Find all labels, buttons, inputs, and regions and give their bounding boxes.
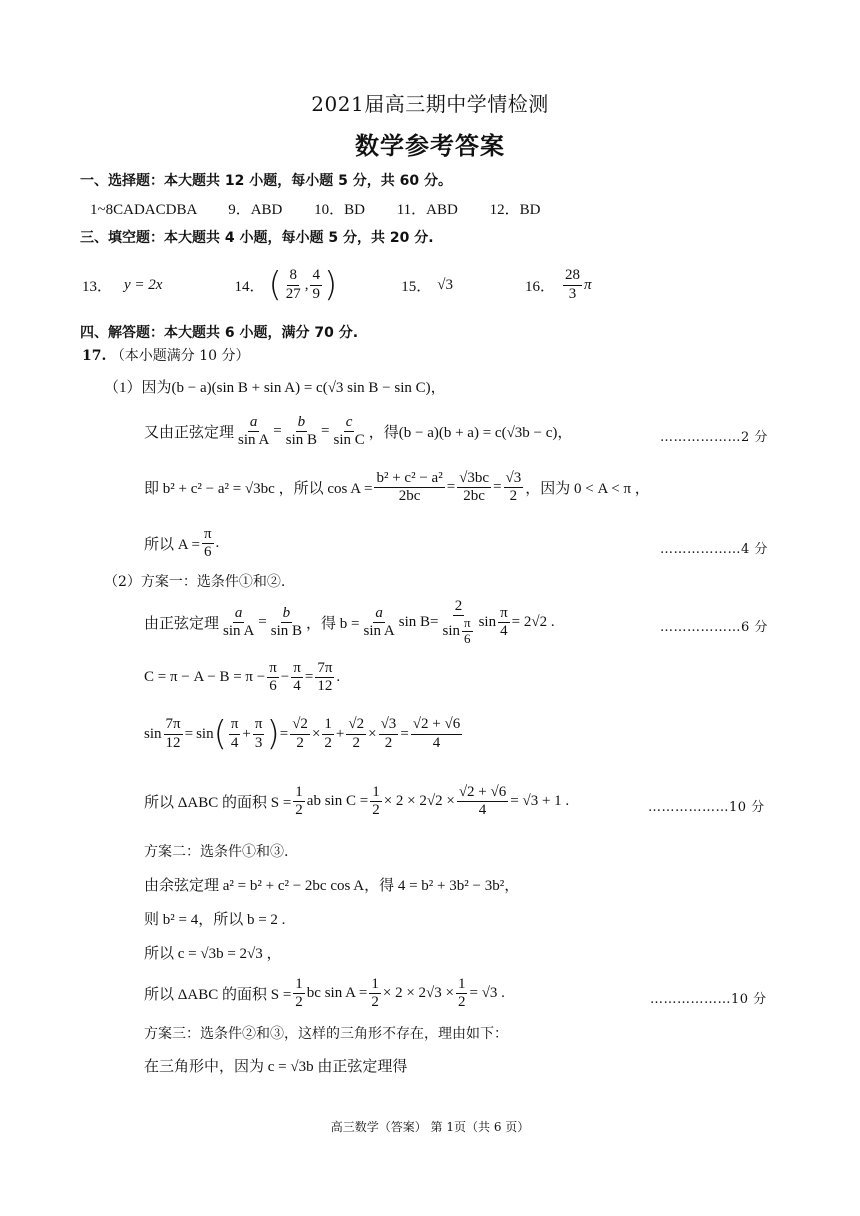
area-result-2: = √3 . xyxy=(469,985,505,1002)
area-label-2: 所以 ΔABC 的面积 S = xyxy=(144,987,292,1004)
frac-pi-6: $\frac{\pi}{6}$ xyxy=(269,660,277,695)
frac-a-sinA-3: $\frac{a}{\text{sin A}}$ xyxy=(363,604,395,640)
bc-sinA: bc sin A = xyxy=(306,985,368,1002)
q15-answer: √3 xyxy=(437,276,453,293)
answer-9: 9．ABD xyxy=(228,202,283,218)
answer-12: 12．BD xyxy=(489,202,541,218)
q17-note: （本小题满分 10 分） xyxy=(110,348,250,364)
frac-half-b: $\frac{1}{2}$ xyxy=(372,784,380,819)
cosine-rule-line: 由余弦定理 a² = b² + c² − 2bc cos A，得 4 = b² + 3b² − 3b²， xyxy=(144,878,520,894)
b-value-line: 则 b² = 4，所以 b = 2 . xyxy=(144,912,286,928)
frac-pi-3: $\frac{\pi}{3}$ xyxy=(254,716,263,751)
q17-part2-line-sin: sin $\frac{7\pi}{12}$ = sin ( $\frac{\pi}{4}$ + $\frac{\pi}{3}$ ) = $\frac{√2}{2}$ × $\frac{1}{2}$ + $\frac{√2}{2}$ × $\frac{√3}{2}$ = $\frac{√2 + √6}{4}$ xyxy=(144,714,461,754)
frac-pi-4-c: $\frac{\pi}{4}$ xyxy=(230,716,239,751)
q17-part2-option2: 方案二：选条件①和③. xyxy=(144,844,289,860)
ab-sinC: ab sin C = xyxy=(306,793,369,810)
q17-heading xyxy=(82,345,250,365)
q17-part1-line4: 所以 A = $\frac{\pi}{6}$ . xyxy=(144,526,220,561)
left-paren-glyph: ( xyxy=(268,265,282,305)
sine-rule-label: 又由正弦定理 xyxy=(144,425,235,442)
score-2: ………………2 分 xyxy=(660,430,768,445)
frac-sqrt3-2: $\frac{√3}{2}$ xyxy=(380,716,397,751)
area-product-1: × 2 × 2√2 × xyxy=(383,793,455,810)
right-paren-glyph: ) xyxy=(323,265,338,305)
doc-subtitle: 数学参考答案 xyxy=(355,131,505,160)
area-product-2: × 2 × 2√3 × xyxy=(382,985,454,1002)
q17-part2-area-1 xyxy=(144,784,569,820)
frac-pi-4: $\frac{\pi}{4}$ xyxy=(500,604,508,640)
q14-frac-b: $\frac{4}{9}$ xyxy=(312,267,320,302)
frac-half-a: $\frac{1}{2}$ xyxy=(295,784,303,819)
score-10-a: ………………10 分 xyxy=(648,800,765,815)
page-footer: 高三数学（答案） 第 1页（共 6 页） xyxy=(330,1120,530,1134)
frac-half-c: $\frac{1}{2}$ xyxy=(295,976,303,1011)
q17-part1-line1: （1）因为(b − a)(sin B + sin A) = c(√3 sin B − sin C)， xyxy=(104,380,446,396)
q17-part2-line-C: C = π − A − B = π − $\frac{\pi}{6}$ − $\frac{\pi}{4}$ = $\frac{7\pi}{12}$ . xyxy=(144,660,341,695)
frac-b-sinB: $\frac{b}{\text{sin B}}$ xyxy=(285,414,318,449)
q14-frac-a: $\frac{8}{27}$ xyxy=(285,267,301,302)
c-value-line: 所以 c = √3b = 2√3 ， xyxy=(144,946,282,962)
frac-a-sinA: $\frac{a}{\text{sin A}}$ xyxy=(238,414,270,449)
q17-part2-option1: （2）方案一：选条件①和②. xyxy=(104,574,286,590)
cosA-frac-1: $\frac{\text{b² + c² − a²}}{2bc}$ xyxy=(376,470,443,505)
frac-pi-4-b: $\frac{\pi}{4}$ xyxy=(293,660,301,695)
A-value-frac: $\frac{\pi}{6}$ xyxy=(203,526,212,561)
section-fill-heading: 三、填空题：本大题共 4 小题，每小题 5 分，共 20 分. xyxy=(80,230,434,246)
b-result: = 2√2 . xyxy=(511,614,555,631)
q16-pi: π xyxy=(584,276,592,293)
doc-title: 2021届高三期中学情检测 xyxy=(311,92,549,116)
score-6: ………………6 分 xyxy=(660,620,768,635)
b-equals-label: ，得 b = xyxy=(306,616,360,633)
right-paren-glyph-2: ) xyxy=(266,714,280,754)
q16-number: 16． xyxy=(525,278,556,295)
score-4: ………………4 分 xyxy=(660,542,768,557)
q17-part2-area-2 xyxy=(144,976,505,1012)
frac-sqrt2-2-a: $\frac{√2}{2}$ xyxy=(292,716,308,751)
q17-part2-line-b: 由正弦定理 $\frac{a}{\text{sin A}}$ = $\frac{b}{\text{sin B}}$ ，得 b = $\frac{a}{\text{sin A}}$ sin B = 2 sin $\frac{\pi}{6}$ sin $\frac{\pi}{4}$ = 2√2 . xyxy=(144,598,555,647)
q13-number: 13． xyxy=(82,278,113,295)
q17-part2-option3: 方案三：选条件②和③，这样的三角形不存在，理由如下： xyxy=(144,1026,508,1042)
sine-rule-label-2: 由正弦定理 xyxy=(144,616,220,633)
left-paren-glyph-2: ( xyxy=(213,714,227,754)
answer-10: 10．BD xyxy=(314,202,365,218)
frac-1-2: $\frac{1}{2}$ xyxy=(324,716,332,751)
frac-7pi-12-b: $\frac{7\pi}{12}$ xyxy=(165,716,181,751)
section-solution-heading: 四、解答题：本大题共 6 小题，满分 70 分. xyxy=(80,325,359,341)
cosA-frac-2: $\frac{√3bc}{2bc}$ xyxy=(459,470,490,505)
q14-number: 14． xyxy=(234,278,265,295)
fill-answers-row: 13． y = 2x 14． ( $\frac{8}{27}$ , $\frac{4}{9}$ ) 15． √3 16． $\frac{28}{3}$ π xyxy=(82,265,592,305)
score-10-b: ………………10 分 xyxy=(650,992,767,1007)
frac-sum-4: $\frac{√2 + √6}{4}$ xyxy=(412,716,461,751)
cosA-label: 即 b² + c² − a² = √3bc ，所以 cos A = xyxy=(144,481,373,498)
frac-a-sinA-2: $\frac{a}{\text{sin A}}$ xyxy=(223,604,255,640)
A-equals-label: 所以 A = xyxy=(144,537,200,554)
q13-answer: y = 2x xyxy=(124,276,163,293)
sinB-word: sin B xyxy=(398,614,431,631)
q17-part1-line3: 即 b² + c² − a² = √3bc ，所以 cos A = $\frac{\text{b² + c² − a²}}{2bc}$ = $\frac{√3bc}{2bc}$ = $\frac{√3}{2}$ ，因为 0 < A < π ， xyxy=(144,470,650,505)
frac-2-over-sin-pi6: 2 sin $\frac{\pi}{6}$ xyxy=(442,598,471,647)
frac-7pi-12: $\frac{7\pi}{12}$ xyxy=(317,660,333,695)
section-choice-heading: 一、选择题：本大题共 12 小题，每小题 5 分，共 60 分。 xyxy=(80,173,452,189)
choice-answers-row xyxy=(90,198,540,219)
frac-b-sinB-2: $\frac{b}{\text{sin B}}$ xyxy=(270,604,303,640)
frac-sqrt2-2-b: $\frac{√2}{2}$ xyxy=(348,716,365,751)
line3-condition: ，因为 0 < A < π ， xyxy=(525,481,650,498)
sin-label: sin xyxy=(478,614,497,631)
area-label-1: 所以 ΔABC 的面积 S = xyxy=(144,795,292,812)
answer-1-8: 1~8CADACDBA xyxy=(90,202,197,218)
cosA-frac-3: $\frac{√3}{2}$ xyxy=(505,470,522,505)
answer-11: 11．ABD xyxy=(396,202,458,218)
frac-half-d: $\frac{1}{2}$ xyxy=(371,976,379,1011)
frac-sum-4-b: $\frac{√2 + √6}{4}$ xyxy=(458,784,507,819)
frac-half-e: $\frac{1}{2}$ xyxy=(457,976,466,1011)
q15-number: 15． xyxy=(401,278,432,295)
option3-reason-line: 在三角形中，因为 c = √3b 由正弦定理得 xyxy=(144,1059,408,1075)
line2-result: ，得(b − a)(b + a) = c(√3b − c)， xyxy=(368,425,573,442)
q17-number: 17. xyxy=(82,348,107,364)
q17-part1-line2: 又由正弦定理 $\frac{a}{\text{sin A}}$ = $\frac{b}{\text{sin B}}$ = $\frac{c}{\text{sin C}}$ ，得(b − a)(b + a) = c(√3b − c)， xyxy=(144,414,573,449)
sin-word: sin xyxy=(144,725,162,742)
q16-frac: $\frac{28}{3}$ xyxy=(565,267,581,302)
C-equals-label: C = π − A − B = π − xyxy=(144,669,266,686)
area-result-1: = √3 + 1 . xyxy=(510,793,570,810)
frac-c-sinC: $\frac{c}{\text{sin C}}$ xyxy=(333,414,365,449)
